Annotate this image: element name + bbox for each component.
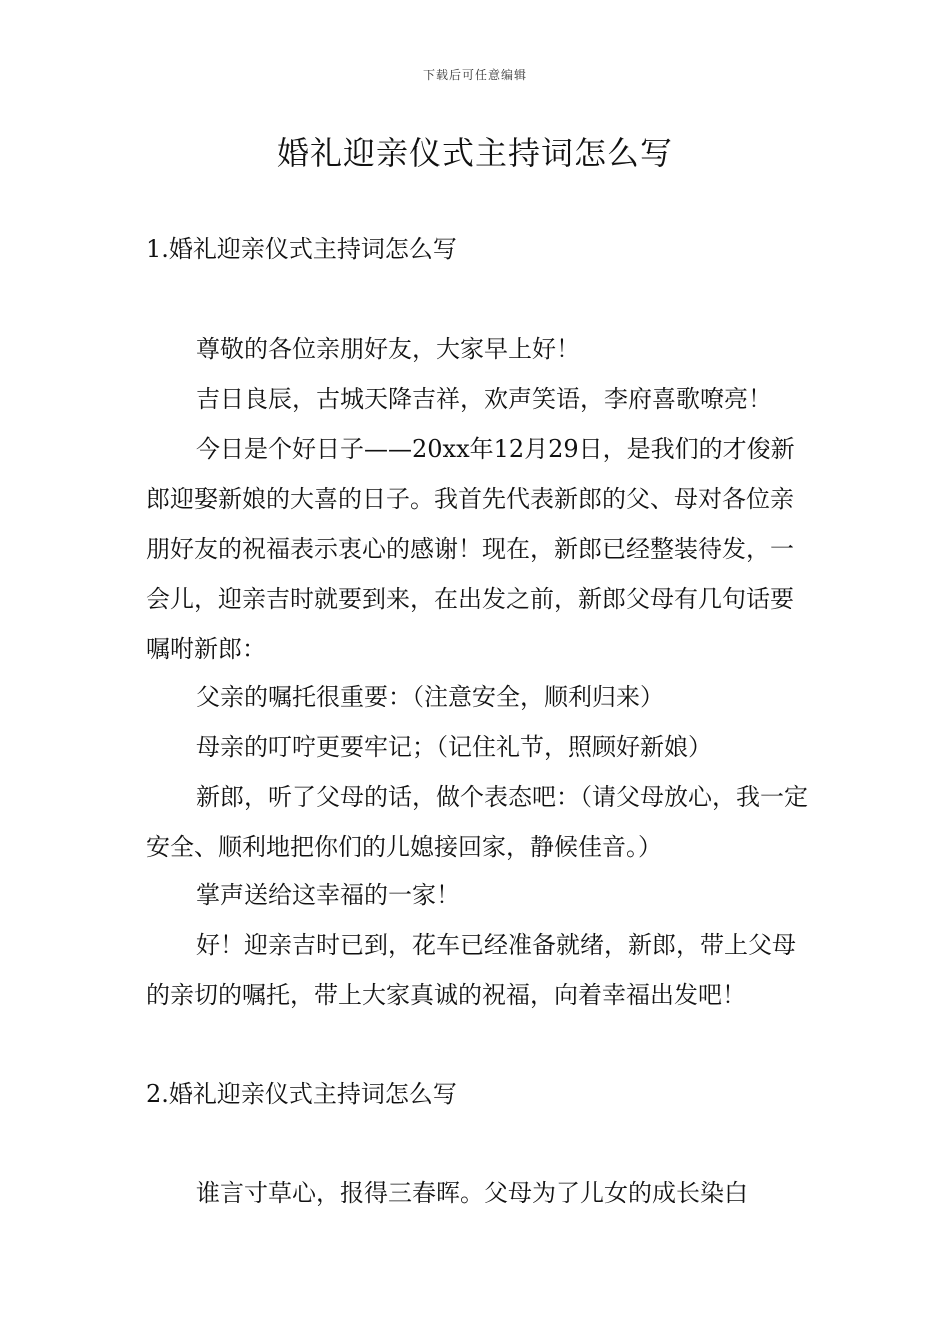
paragraph: 尊敬的各位亲朋好友，大家早上好！ (196, 335, 580, 363)
paragraph: 吉日良辰，古城天降吉祥，欢声笑语，李府喜歌嘹亮！ (196, 385, 772, 413)
document-title: 婚礼迎亲仪式主持词怎么写 (276, 134, 673, 172)
paragraph: 好！迎亲吉时已到，花车已经准备就绪，新郎，带上父母的亲切的嘱托，带上大家真诚的祝福，向着幸福出发吧！ (146, 931, 796, 1009)
header-note: 下载后可任意编辑 (422, 68, 527, 82)
paragraph: 新郎，听了父母的话，做个表态吧：（请父母放心，我一定安全、顺利地把你们的儿媳接回家，静候佳音。） (146, 783, 808, 861)
paragraph: 掌声送给这幸福的一家！ (196, 881, 460, 909)
section-1-heading: 1.婚礼迎亲仪式主持词怎么写 (146, 235, 457, 263)
paragraph: 父亲的嘱托很重要：（注意安全，顺利归来） (196, 683, 664, 711)
paragraph: 母亲的叮咛更要牢记；（记住礼节，照顾好新娘） (196, 733, 712, 761)
section-2-heading: 2.婚礼迎亲仪式主持词怎么写 (146, 1080, 457, 1108)
paragraph: 今日是个好日子——20xx年12月29日，是我们的才俊新郎迎娶新娘的大喜的日子。我首先代表新郎的父、母对各位亲朋好友的祝福表示衷心的感谢！现在，新郎已经整装待发，一会儿，迎亲吉时就要到来，在出发之前，新郎父母有几句话要嘱咐新郎： (146, 435, 795, 663)
paragraph: 谁言寸草心，报得三春晖。父母为了儿女的成长染白 (196, 1179, 748, 1207)
